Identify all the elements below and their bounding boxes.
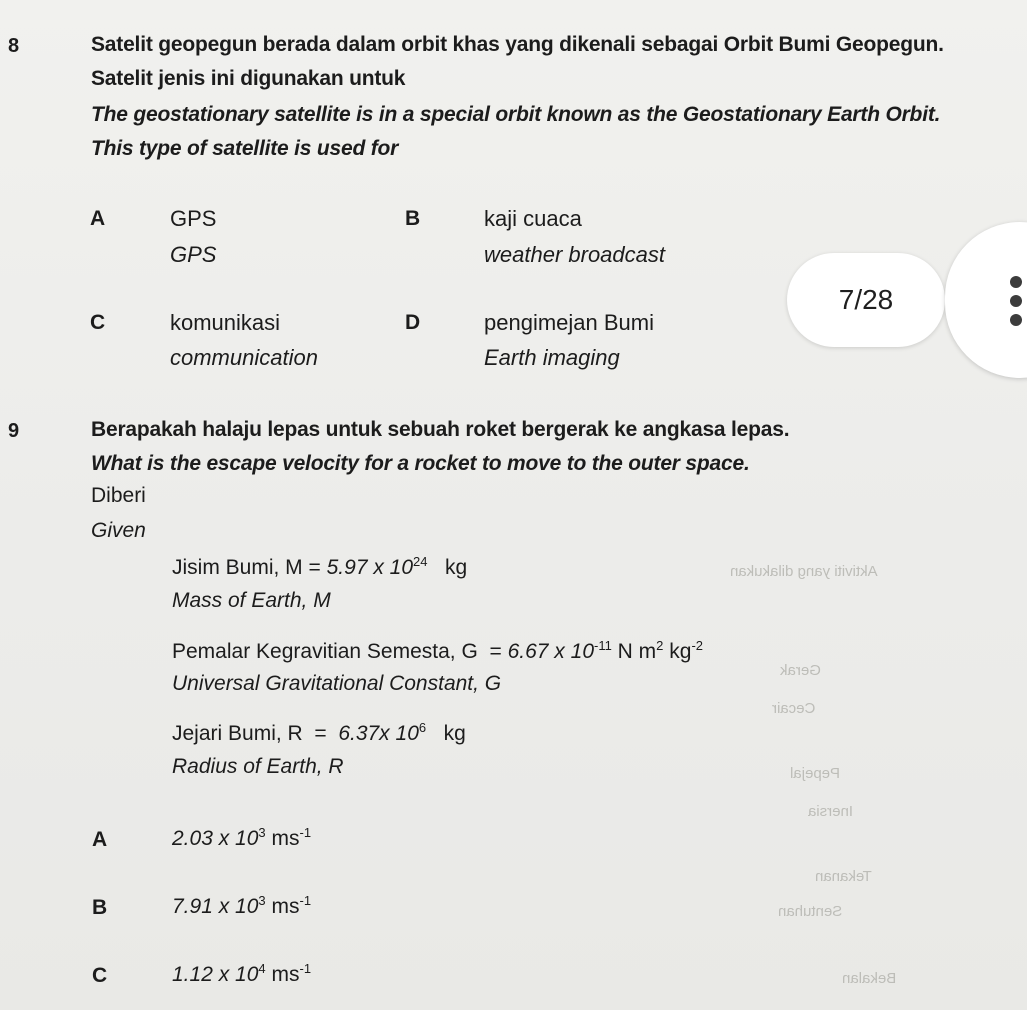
bleed-text: Tekanan bbox=[815, 868, 872, 885]
q8-option-b-ms: kaji cuaca bbox=[484, 206, 582, 231]
q8-text-ms-2: Satelit jenis ini digunakan untuk bbox=[91, 67, 406, 90]
q9-option-c-value: 1.12 x $10^4$ $ms^{-1}$ bbox=[172, 961, 312, 986]
bleed-text: Sentuhan bbox=[778, 903, 843, 920]
q8-text-en-2: This type of satellite is used for bbox=[91, 137, 399, 160]
grav-label-ms: Pemalar Kegravitian Semesta, G = 6.67 x $10^{-11}$ N $m^2$ $kg^{-2}$ bbox=[172, 638, 703, 663]
bleed-text: Cecair bbox=[772, 700, 816, 717]
q8-option-b-en: weather broadcast bbox=[484, 242, 665, 267]
q9-text-ms: Berapakah halaju lepas untuk sebuah roket bergerak ke angkasa lepas. bbox=[91, 418, 790, 441]
q8-text-ms-1: Satelit geopegun berada dalam orbit khas yang dikenali sebagai Orbit Bumi Geopegun. bbox=[91, 33, 944, 56]
q8-text-en-1: The geostationary satellite is in a special orbit known as the Geostationary Earth Orbit. bbox=[91, 103, 941, 126]
bleed-text: Bekalan bbox=[842, 970, 897, 987]
q9-option-b-letter: B bbox=[92, 896, 108, 919]
q9-given-ms: Diberi bbox=[91, 484, 146, 507]
radius-label-en: Radius of Earth, R bbox=[172, 755, 344, 778]
q8-option-a-en: GPS bbox=[170, 242, 217, 267]
question-number-8: 8 bbox=[8, 35, 20, 57]
q8-option-d-letter: D bbox=[405, 311, 421, 334]
mass-label-ms: Jisim Bumi, M = 5.97 x $10^{24}$ kg bbox=[172, 554, 468, 579]
page-indicator[interactable] bbox=[787, 253, 945, 347]
q8-option-c-letter: C bbox=[90, 311, 106, 334]
bleed-text: Pepejal bbox=[790, 765, 841, 782]
q9-option-a-value: 2.03 x $10^3$ $ms^{-1}$ bbox=[172, 825, 312, 850]
q9-option-a-letter: A bbox=[92, 828, 108, 851]
grav-label-en: Universal Gravitational Constant, G bbox=[172, 672, 502, 695]
q8-option-a-ms: GPS bbox=[170, 206, 217, 231]
q8-option-d-ms: pengimejan Bumi bbox=[484, 310, 654, 335]
bleed-text: Aktiviti yang dilakukan bbox=[730, 563, 878, 580]
q9-text-en: What is the escape velocity for a rocket to move to the outer space. bbox=[91, 452, 750, 475]
page-indicator-text: 7/28 bbox=[838, 284, 894, 315]
more-vert-icon bbox=[1009, 276, 1023, 326]
q8-option-c-en: communication bbox=[170, 345, 318, 370]
q9-option-b-value: 7.91 x $10^3$ $ms^{-1}$ bbox=[172, 893, 312, 918]
q8-option-b-letter: B bbox=[405, 207, 421, 230]
q9-given-en: Given bbox=[91, 519, 146, 542]
bleed-text: Inersia bbox=[808, 803, 854, 820]
q8-option-d-en: Earth imaging bbox=[484, 345, 620, 370]
bleed-text: Gerak bbox=[780, 662, 821, 679]
q9-option-c-letter: C bbox=[92, 964, 108, 987]
radius-label-ms: Jejari Bumi, R = 6.37x $10^6$ kg bbox=[172, 720, 466, 745]
q8-option-a-letter: A bbox=[90, 207, 106, 230]
question-number-9: 9 bbox=[8, 420, 20, 442]
mass-label-en: Mass of Earth, M bbox=[172, 589, 331, 612]
q8-option-c-ms: komunikasi bbox=[170, 310, 281, 335]
